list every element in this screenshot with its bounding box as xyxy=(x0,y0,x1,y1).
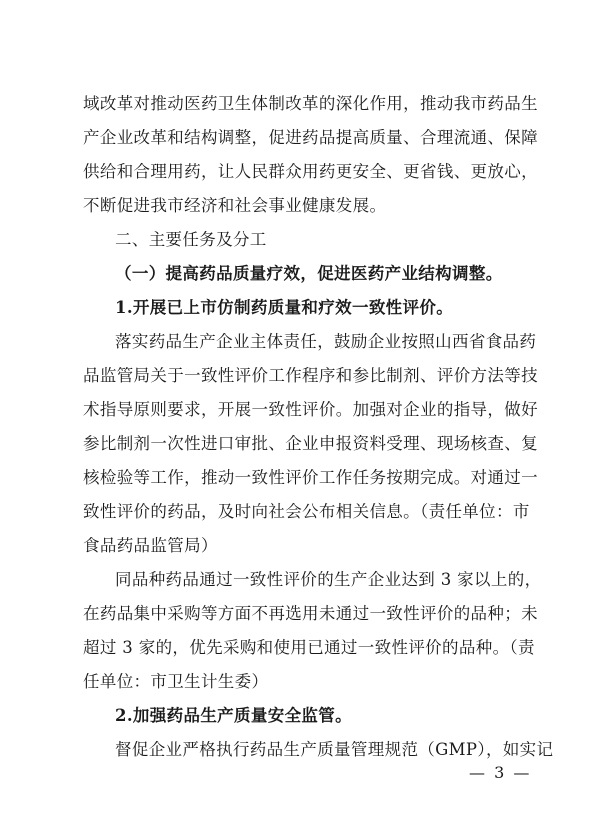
paragraph-line: 不断促进我市经济和社会事业健康发展。 xyxy=(83,196,387,215)
paragraph-line: 参比制剂一次性进口审批、企业申报资料受理、现场核查、复 xyxy=(83,434,538,453)
paragraph-line: 在药品集中采购等方面不再选用未通过一致性评价的品种；未 xyxy=(83,604,538,623)
paragraph-line: 供给和合理用药，让人民群众用药更安全、更省钱、更放心， xyxy=(83,162,538,181)
paragraph-line: 超过 3 家的，优先采购和使用已通过一致性评价的品种。（责 xyxy=(83,638,535,657)
paragraph-line: 落实药品生产企业主体责任，鼓励企业按照山西省食品药 xyxy=(115,332,537,351)
paragraph-line: 域改革对推动医药卫生体制改革的深化作用，推动我市药品生 xyxy=(83,94,538,113)
paragraph-line: 产企业改革和结构调整，促进药品提高质量、合理流通、保障 xyxy=(83,128,538,147)
paragraph-line: 任单位：市卫生计生委） xyxy=(83,672,269,691)
paragraph-line: 同品种药品通过一致性评价的生产企业达到 3 家以上的， xyxy=(115,570,542,589)
paragraph-line: 食品药品监管局） xyxy=(83,536,218,555)
paragraph-line: 督促企业严格执行药品生产质量管理规范（GMP），如实记 xyxy=(115,740,554,759)
section-heading: 二、主要任务及分工 xyxy=(115,230,267,249)
page-number: — 3 — xyxy=(469,763,532,782)
paragraph-line: 术指导原则要求，开展一致性评价。加强对企业的指导，做好 xyxy=(83,400,538,419)
paragraph-line: 核检验等工作，推动一致性评价工作任务按期完成。对通过一 xyxy=(83,468,538,487)
item-heading: 1.开展已上市仿制药质量和疗效一致性评价。 xyxy=(115,298,454,317)
item-heading: 2.加强药品生产质量安全监管。 xyxy=(115,706,352,725)
paragraph-line: 品监管局关于一致性评价工作程序和参比制剂、评价方法等技 xyxy=(83,366,538,385)
paragraph-line: 致性评价的药品，及时向社会公布相关信息。（责任单位：市 xyxy=(83,502,530,521)
subsection-heading: （一）提高药品质量疗效，促进医药产业结构调整。 xyxy=(115,264,503,283)
